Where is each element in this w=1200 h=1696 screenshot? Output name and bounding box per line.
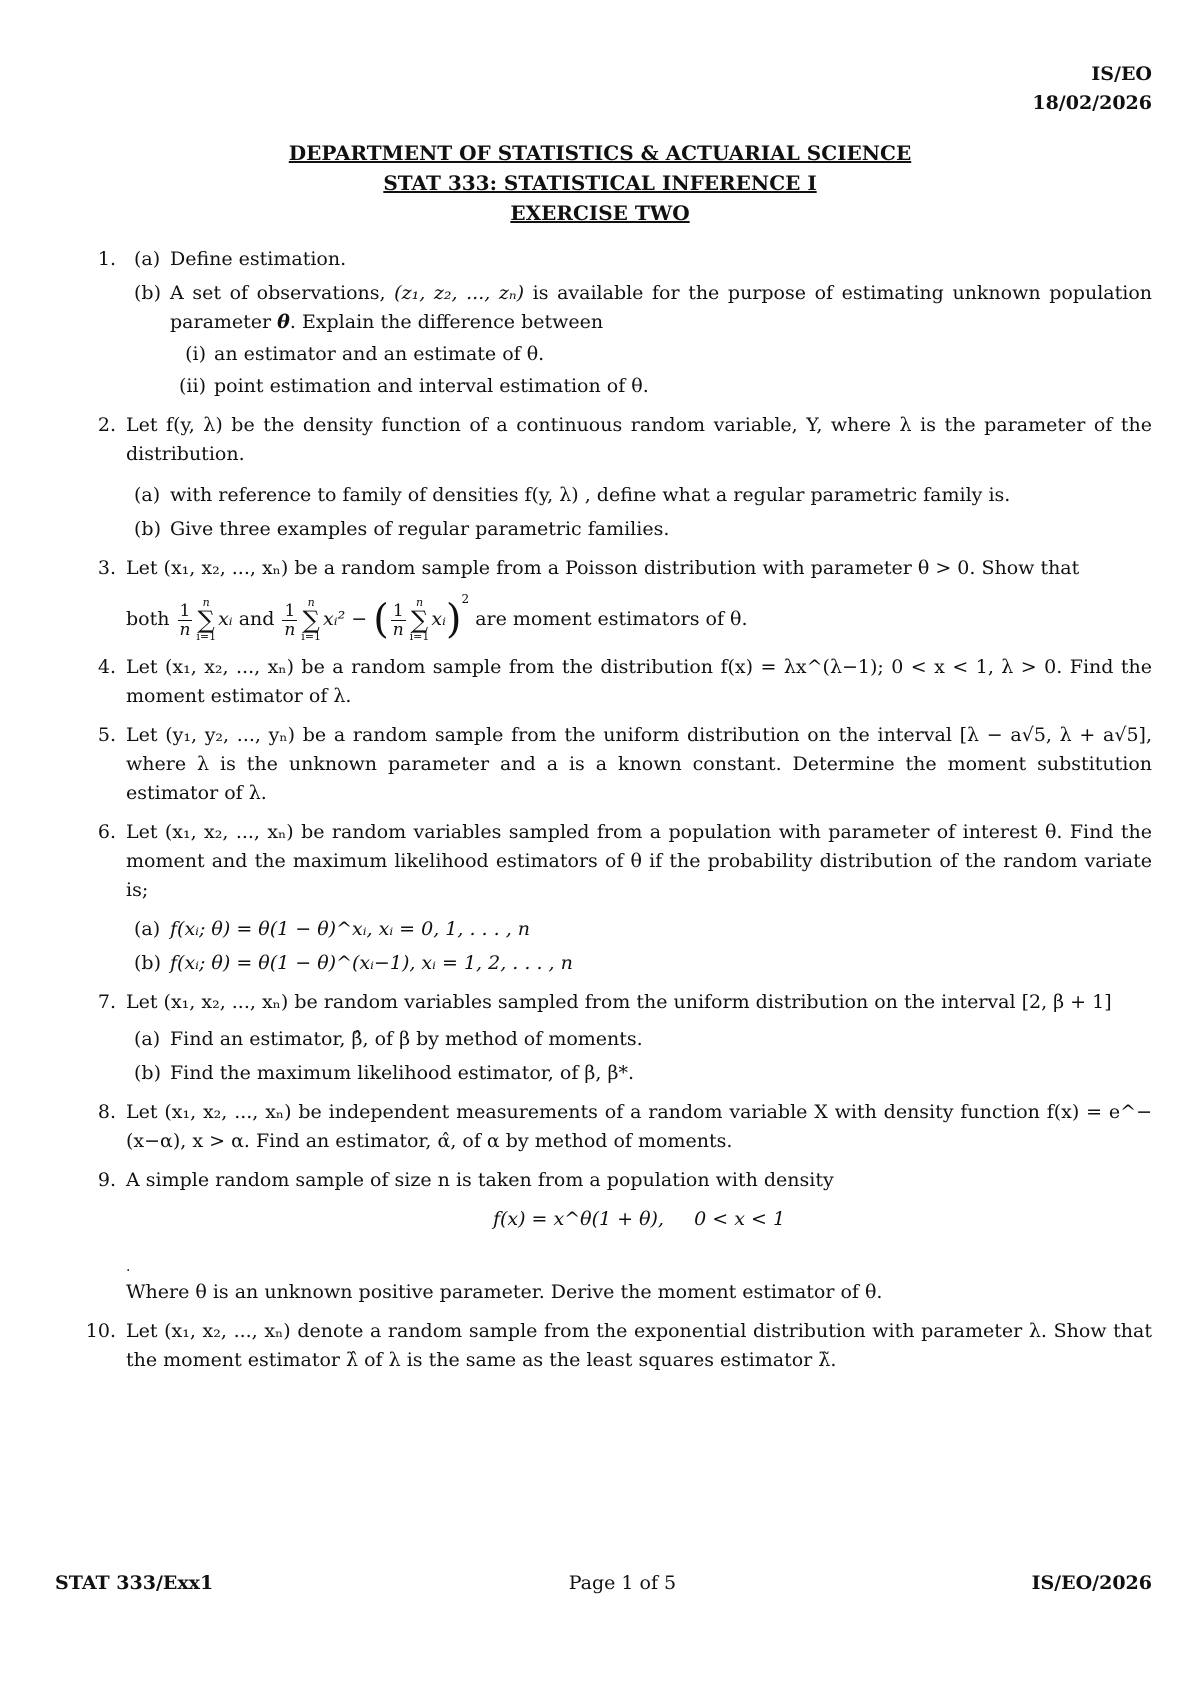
course-title: STAT 333: STATISTICAL INFERENCE I <box>383 171 817 195</box>
question-number: 10. <box>85 1320 116 1342</box>
question-number: 8. <box>97 1101 116 1123</box>
question-2a: (a) with reference to family of densities f(y, λ) , define what a regular parametric family is. <box>134 484 1011 506</box>
question-7 <box>82 988 1152 1088</box>
question-number: 4. <box>97 656 116 678</box>
question-2-intro: Let f(y, λ) be the density function of a continuous random variable, Y, where λ is the parameter of the distribution. <box>126 414 1152 465</box>
question-6a: (a) f(xᵢ; θ) = θ(1 − θ)^xᵢ, xᵢ = 0, 1, . . . , n <box>134 918 531 940</box>
question-4 <box>82 653 1152 711</box>
department-title: DEPARTMENT OF STATISTICS & ACTUARIAL SCIENCE <box>288 141 912 165</box>
header-code: IS/EO <box>1091 63 1152 85</box>
question-6-text: Let (x₁, x₂, ..., xₙ) be random variables sampled from a population with parameter of interest θ. Find the moment and the maximum likelihood estimators of θ if the probability distribution of the random variate is; <box>126 821 1152 901</box>
question-2b: (b) Give three examples of regular parametric families. <box>134 518 670 540</box>
question-1 <box>82 245 1152 401</box>
question-6 <box>82 818 1152 978</box>
question-4-text: Let (x₁, x₂, ..., xₙ) be a random sample from the distribution f(x) = λx^(λ−1); 0 < x < 1, λ > 0. Find the moment estimator of λ. <box>126 656 1152 707</box>
question-8 <box>82 1098 1152 1156</box>
question-9-text: A simple random sample of size n is taken from a population with density <box>126 1169 834 1191</box>
footer-page: Page 1 of 5 <box>568 1572 677 1594</box>
question-1b-i: (i) an estimator and an estimate of θ. <box>185 343 545 365</box>
question-number: 3. <box>97 557 116 579</box>
header-right <box>1032 60 1152 118</box>
question-number: 5. <box>97 724 116 746</box>
question-5 <box>82 721 1152 808</box>
exercise-title: EXERCISE TWO <box>510 201 690 225</box>
footer-right: IS/EO/2026 <box>1031 1572 1152 1594</box>
question-10 <box>82 1317 1152 1375</box>
footer-left: STAT 333/Exx1 <box>55 1572 214 1594</box>
question-5-text: Let (y₁, y₂, ..., yₙ) be a random sample from the uniform distribution on the interval [λ − a√5, λ + a√5], where λ is the unknown parameter and a is a known constant. Determine the moment substitution estimator of λ. <box>126 724 1152 804</box>
question-number: 2. <box>97 414 116 436</box>
question-1b: (b) A set of observations, (z₁, z₂, ..., zₙ) is available for the purpose of estimating unknown population parameter θ. Explain the difference between (i) an estimator and an estimate of θ. (ii) point estimation and interval estimation of θ. <box>126 279 1152 401</box>
page-footer <box>55 1572 1152 1594</box>
question-9-formula: f(x) = x^θ(1 + θ), 0 < x < 1 <box>492 1208 786 1230</box>
title-block <box>0 138 1200 228</box>
question-7-text: Let (x₁, x₂, ..., xₙ) be random variables sampled from the uniform distribution on the interval [2, β + 1] <box>126 991 1112 1013</box>
question-10-text: Let (x₁, x₂, ..., xₙ) denote a random sample from the exponential distribution with parameter λ. Show that the moment estimator λ̂ of λ is the same as the least squares estimator λ̃. <box>126 1320 1152 1371</box>
question-3-intro: Let (x₁, x₂, ..., xₙ) be a random sample from a Poisson distribution with parameter θ > 0. Show that <box>126 557 1080 579</box>
question-3 <box>82 554 1152 643</box>
question-3-formula: both $\frac{1}{n}$ n ∑ i=1 xᵢ and $\frac{1}{n}$ n ∑ i=1 xᵢ² − ( $\frac{1}{n}$ n ∑ i=1 xᵢ)$^2$ are moment estimators of θ. <box>126 592 748 643</box>
header-date: 18/02/2026 <box>1032 92 1152 114</box>
question-list <box>82 245 1152 1385</box>
question-number: 1. <box>97 248 116 270</box>
stray-dot: . <box>126 1259 131 1275</box>
question-2 <box>82 411 1152 544</box>
question-number: 6. <box>97 821 116 843</box>
question-8-text: Let (x₁, x₂, ..., xₙ) be independent measurements of a random variable X with density function f(x) = e^−(x−α), x > α. Find an estimator, α̂, of α by method of moments. <box>126 1101 1152 1152</box>
question-6b: (b) f(xᵢ; θ) = θ(1 − θ)^(xᵢ−1), xᵢ = 1, 2, . . . , n <box>134 952 573 974</box>
question-number: 9. <box>97 1169 116 1191</box>
question-1b-ii: (ii) point estimation and interval estimation of θ. <box>179 375 649 397</box>
question-7a: (a) Find an estimator, β̂, of β by method of moments. <box>134 1028 643 1050</box>
question-number: 7. <box>97 991 116 1013</box>
question-9 <box>82 1166 1152 1307</box>
question-7b: (b) Find the maximum likelihood estimator, of β, β*. <box>134 1062 634 1084</box>
question-9-tail: Where θ is an unknown positive parameter. Derive the moment estimator of θ. <box>126 1281 883 1303</box>
question-1a: (a) Define estimation. <box>134 248 347 270</box>
